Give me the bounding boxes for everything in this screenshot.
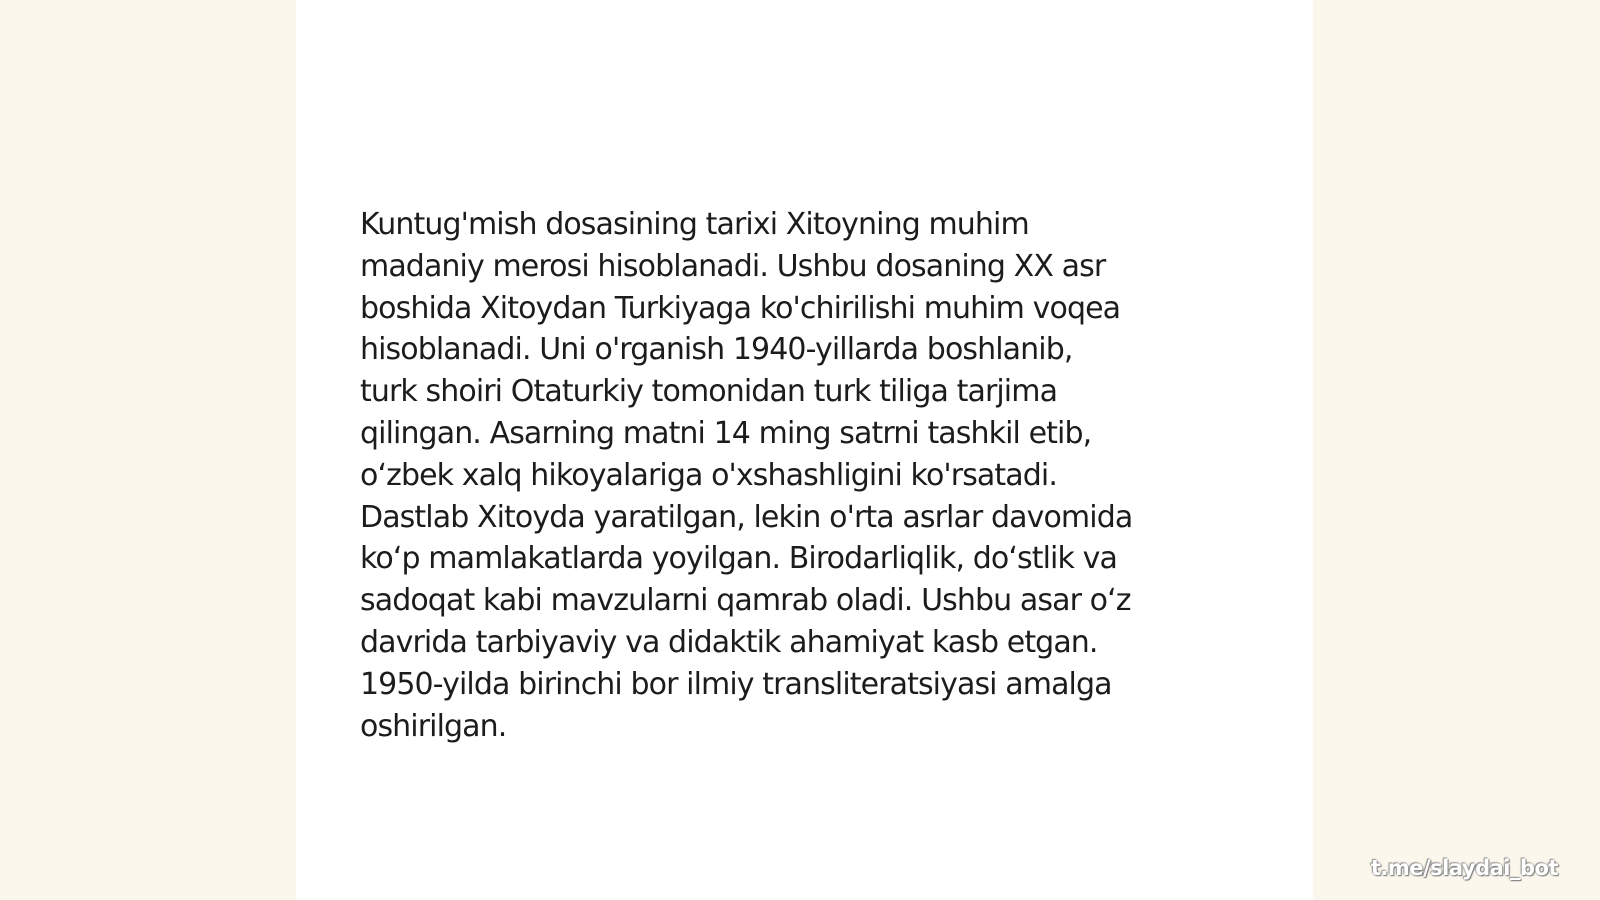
slide-panel: [296, 0, 1313, 900]
watermark-text: t.me/slaydai_bot: [1370, 856, 1558, 880]
slide-body-text: Kuntug'mish dosasining tarixi Xitoyning muhim madaniy merosi hisoblanadi. Ushbu dosaning XX asr boshida Xitoydan Turkiyaga ko'chirilishi muhim voqea hisoblanadi. Uni o'rganish 1940-yillarda boshlanib, turk shoiri Otaturkiy tomonidan turk tiliga tarjima qilingan. Asarning matni 14 ming satrni tashkil etib, o‘zbek xalq hikoyalariga o'xshashligini ko'rsatadi. Dastlab Xitoyda yaratilgan, lekin o'rta asrlar davomida ko‘p mamlakatlarda yoyilgan. Birodarliqlik, do‘stlik va sadoqat kabi mavzularni qamrab oladi. Ushbu asar o‘z davrida tarbiyaviy va didaktik ahamiyat kasb etgan. 1950-yilda birinchi bor ilmiy transliteratsiyasi amalga oshirilgan.: [360, 207, 1133, 744]
